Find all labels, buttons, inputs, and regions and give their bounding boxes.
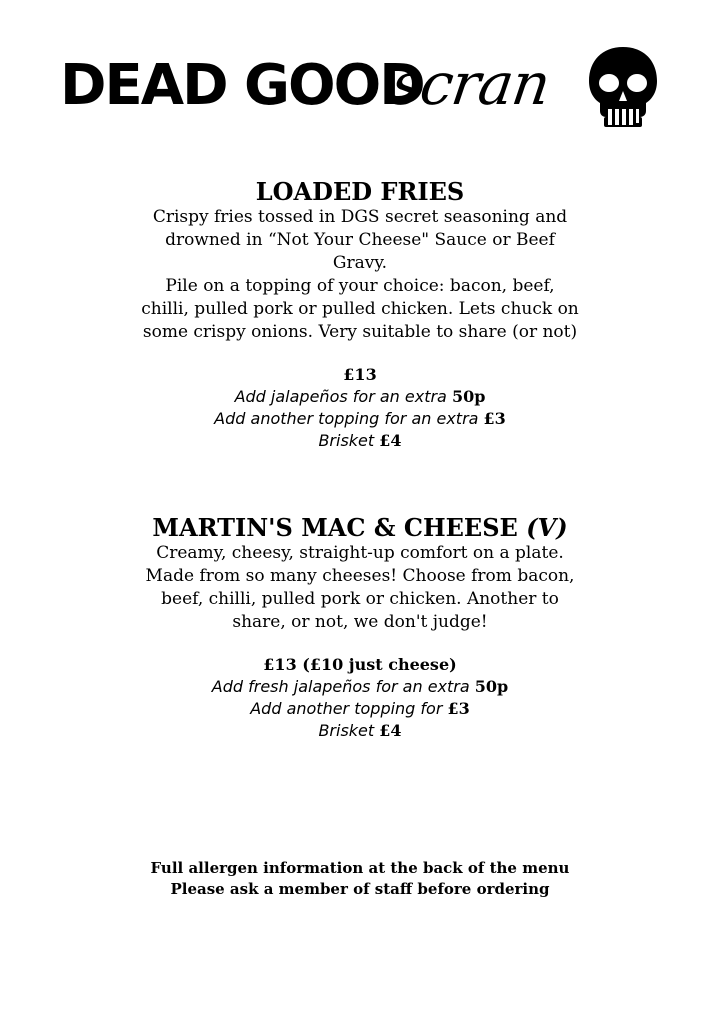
allergen-line: Full allergen information at the back of the menu: [150, 859, 570, 877]
mac-cheese-title: MARTIN'S MAC & CHEESE (V): [152, 513, 568, 542]
description-line: drowned in “Not Your Cheese" Sauce or Beef: [165, 230, 555, 250]
allergen-notice: [60, 858, 660, 900]
brand-name: DEAD GOOD: [60, 53, 424, 118]
description-line: Pile on a topping of your choice: bacon, beef,: [165, 276, 555, 296]
description-line: beef, chilli, pulled pork or chicken. Another to: [161, 589, 559, 609]
extra-price: £4: [379, 431, 402, 450]
description-line: Crispy fries tossed in DGS secret seasoning and: [152, 207, 568, 227]
extra-option: Brisket £4: [318, 721, 402, 740]
description-line: some crispy onions. Very suitable to share (or not): [142, 322, 578, 342]
mac-cheese-price: £13 (£10 just cheese): [263, 655, 457, 674]
description-line: Creamy, cheesy, straight-up comfort on a plate.: [156, 543, 564, 563]
skull-icon: [586, 45, 660, 129]
mac-cheese-description: [60, 542, 660, 634]
description-line: share, or not, we don't judge!: [232, 612, 488, 632]
brand-script-word: scran: [387, 50, 554, 118]
loaded-fries-title: LOADED FRIES: [255, 177, 465, 206]
extra-price: £3: [447, 699, 470, 718]
vegetarian-badge: (V): [526, 513, 568, 542]
extra-price: £3: [483, 409, 506, 428]
description-line: chilli, pulled pork or pulled chicken. Lets chuck on: [141, 299, 579, 319]
menu-header: [0, 40, 720, 140]
description-line: Gravy.: [332, 253, 388, 273]
loaded-fries-description: [60, 206, 660, 344]
extra-price: £4: [379, 721, 402, 740]
extra-option: Add jalapeños for an extra 50p: [234, 387, 486, 406]
extra-price: 50p: [451, 387, 486, 406]
loaded-fries-price: £13: [343, 365, 377, 384]
extra-option: Add fresh jalapeños for an extra 50p: [211, 677, 509, 696]
description-line: Made from so many cheeses! Choose from bacon,: [145, 566, 575, 586]
extra-option: Brisket £4: [318, 431, 402, 450]
mac-cheese-section: [60, 514, 660, 742]
extra-price: 50p: [474, 677, 509, 696]
staff-notice-line: Please ask a member of staff before ordering: [170, 880, 550, 898]
extra-option: Add another topping for an extra £3: [214, 409, 506, 428]
extra-option: Add another topping for £3: [250, 699, 470, 718]
loaded-fries-section: [60, 178, 660, 452]
